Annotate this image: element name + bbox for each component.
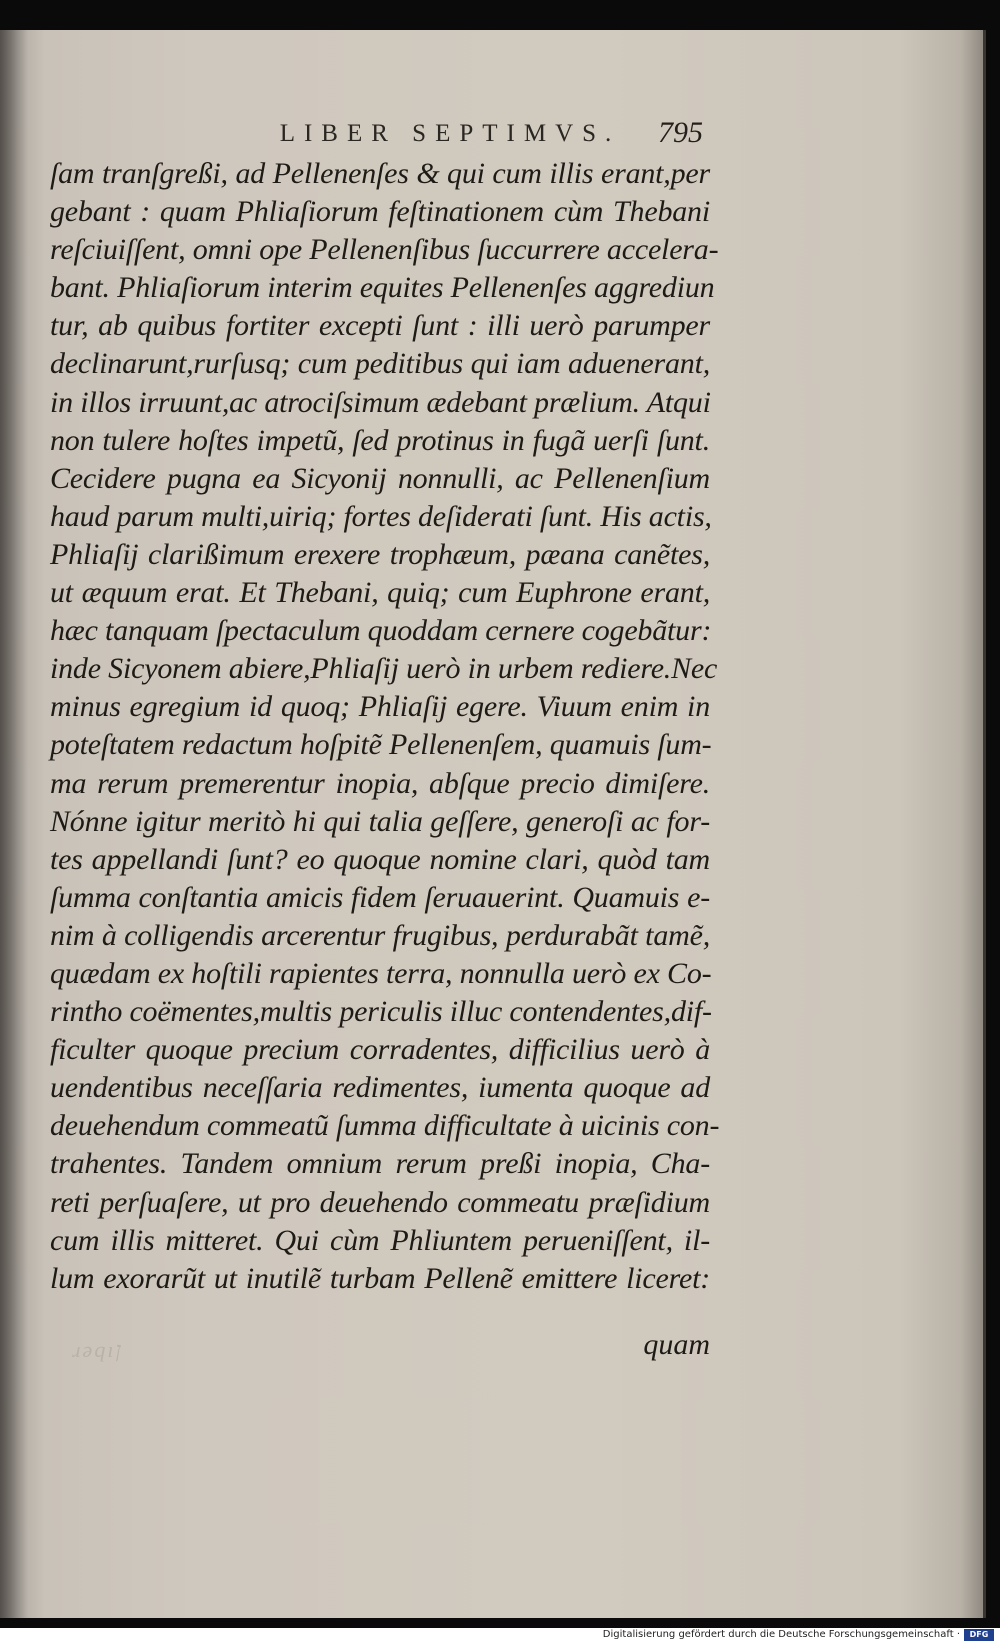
text-line: Nónne igitur meritò hi qui talia geſſere, generoſi ac for-: [50, 804, 710, 838]
text-line: tes appellandi ſunt? eo quoque nomine clari, quòd tam: [50, 842, 710, 876]
text-line: ſam tranſgreßi, ad Pellenenſes & qui cum illis erant,per: [50, 157, 710, 190]
funding-notice: Digitalisierung gefördert durch die Deutsche Forschungsgemeinschaft ·: [602, 1629, 960, 1640]
text-line: quædam ex hoſtili rapientes terra, nonnulla uerò ex Co-: [50, 956, 712, 990]
text-line: ma rerum premerentur inopia, abſque precio dimiſere.: [50, 766, 710, 800]
text-line: nim à colligendis arcerentur frugibus, perdurabãt tamẽ,: [50, 918, 710, 952]
catchword: quam: [643, 1328, 710, 1361]
dfg-logo-icon: DFG: [964, 1629, 994, 1641]
text-line: lum exorarũt ut inutilẽ turbam Pellenẽ emittere liceret:: [50, 1261, 710, 1295]
text-line: ſumma conſtantia amicis fidem ſeruauerint. Quamuis e-: [50, 880, 710, 914]
text-line: tur, ab quibus fortiter excepti ſunt : illi uerò parumper: [50, 309, 710, 343]
text-line: reti perſuaſere, ut pro deuehendo commeatu præſidium: [50, 1185, 710, 1219]
text-line: Cecidere pugna ea Sicyonij nonnulli, ac Pellenenſium: [50, 461, 710, 495]
text-line: haud parum multi,uiriq; fortes deſiderati ſunt. His actis,: [50, 499, 712, 533]
gutter-shadow: [0, 30, 28, 1618]
text-line: ficulter quoque precium corradentes, difficilius uerò à: [50, 1033, 710, 1067]
text-line: poteſtatem redactum hoſpitẽ Pellenenſem, quamuis ſum-: [50, 728, 712, 762]
text-line: trahentes. Tandem omnium rerum preßi inopia, Cha-: [50, 1147, 710, 1181]
text-line: reſciuiſſent, omni ope Pellenenſibus ſuccurrere accelera-: [50, 233, 719, 267]
text-block: [50, 155, 720, 1298]
page-number: 795: [658, 116, 703, 149]
text-line: in illos irruunt,ac atrociſsimum ædebant prælium. Atqui: [50, 385, 711, 419]
digitization-footer: [0, 1628, 1000, 1642]
text-line: bant. Phliaſiorum interim equites Pellenenſes aggrediun: [50, 271, 715, 305]
text-line: cum illis mitteret. Qui cùm Phliuntem perueniſſent, il-: [50, 1223, 710, 1257]
text-line: inde Sicyonem abiere,Phliaſij uerò in urbem rediere.Nec: [50, 652, 718, 686]
book-page: [0, 30, 986, 1618]
text-line: rintho coëmentes,multis periculis illuc contendentes,dif-: [50, 995, 712, 1029]
text-line: ut æquum erat. Et Thebani, quiq; cum Euphrone erant,: [50, 576, 710, 610]
text-line: declinarunt,rurſusq; cum peditibus qui iam aduenerant,: [50, 347, 710, 381]
running-head: LIBER SEPTIMVS.: [279, 120, 621, 147]
text-line: uendentibus neceſſaria redimentes, iumenta quoque ad: [50, 1071, 710, 1105]
text-line: deuehendum commeatũ ſumma difficultate à uicinis con-: [50, 1109, 720, 1143]
text-line: non tulere hoſtes impetũ, ſed protinus in fugã uerſi ſunt.: [50, 423, 710, 457]
bleed-through-text: ɹəqıן: [72, 1337, 124, 1362]
text-line: Phliaſij clarißimum erexere trophæum, pæana canẽtes,: [50, 537, 710, 571]
text-line: gebant : quam Phliaſiorum feſtinationem cùm Thebani: [50, 195, 710, 229]
text-line: minus egregium id quoq; Phliaſij egere. Viuum enim in: [50, 690, 710, 724]
text-line: hæc tanquam ſpectaculum quoddam cernere cogebãtur:: [50, 614, 712, 648]
